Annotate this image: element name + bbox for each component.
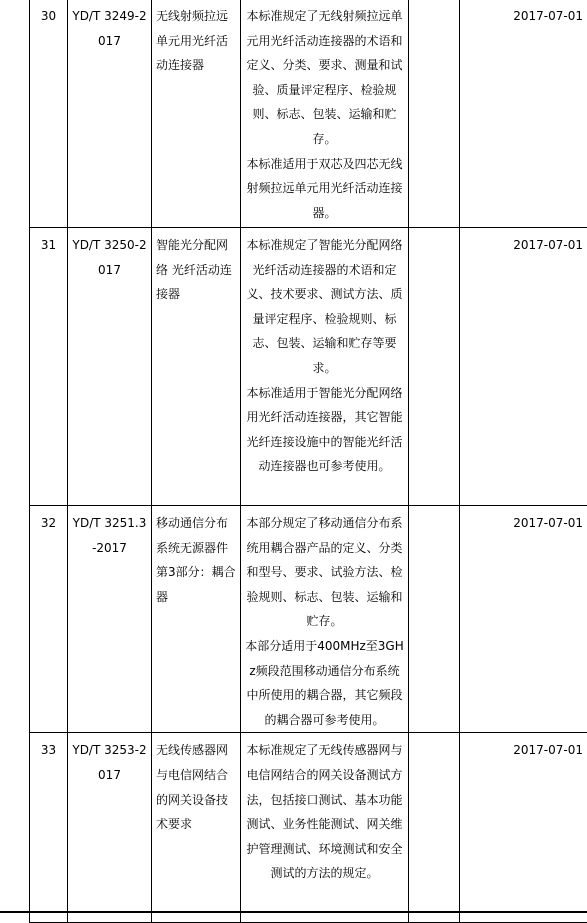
standard-code: YD/T 3253-2017 [68, 733, 152, 923]
implementation-date: 2017-07-01 [460, 0, 587, 228]
table-row [30, 228, 587, 506]
row-number: 33 [30, 733, 68, 923]
standard-scope [241, 733, 409, 923]
implementation-date: 2017-07-01 [460, 228, 587, 506]
standard-name: 移动通信分布系统无源器件 第3部分：耦合器 [152, 506, 241, 733]
standard-scope [241, 506, 409, 733]
standard-code: YD/T 3250-2017 [68, 228, 152, 506]
row-number: 32 [30, 506, 68, 733]
implementation-date: 2017-07-01 [460, 733, 587, 923]
standard-scope [241, 0, 409, 228]
scope-paragraph: 本部分规定了移动通信分布系统用耦合器产品的定义、分类和型号、要求、试验方法、检验规则、标志、包装、运输和贮存。 [245, 511, 404, 634]
empty-cell [409, 506, 460, 733]
implementation-date: 2017-07-01 [460, 506, 587, 733]
standard-code: YD/T 3251.3-2017 [68, 506, 152, 733]
standard-code: YD/T 3249-2017 [68, 0, 152, 228]
scope-paragraph: 本标准规定了无线射频拉远单元用光纤活动连接器的术语和定义、分类、要求、测量和试验、质量评定程序、检验规则、标志、包装、运输和贮存。 [245, 4, 404, 152]
table-row [30, 733, 587, 923]
scope-paragraph: 本标准规定了无线传感器网与电信网结合的网关设备测试方法，包括接口测试、基本功能测试、业务性能测试、网关维护管理测试、环境测试和安全测试的方法的规定。 [245, 738, 404, 886]
table-row [30, 0, 587, 228]
table-row [30, 506, 587, 733]
standard-name: 智能光分配网络 光纤活动连接器 [152, 228, 241, 506]
scope-paragraph: 本标准适用于双芯及四芯无线射频拉远单元用光纤活动连接器。 [245, 152, 404, 226]
standard-name: 无线射频拉远单元用光纤活动连接器 [152, 0, 241, 228]
scope-paragraph: 本标准规定了智能光分配网络光纤活动连接器的术语和定义、技术要求、测试方法、质量评定程序、检验规则、标志、包装、运输和贮存等要求。 [245, 233, 404, 381]
standard-name: 无线传感器网与电信网结合的网关设备技术要求 [152, 733, 241, 923]
empty-cell [409, 0, 460, 228]
scope-paragraph: 本部分适用于400MHz至3GHz频段范围移动通信分布系统中所使用的耦合器，其它频段的耦合器可参考使用。 [245, 634, 404, 732]
row-number: 31 [30, 228, 68, 506]
row-number: 30 [30, 0, 68, 228]
empty-cell [409, 733, 460, 923]
empty-cell [409, 228, 460, 506]
scope-paragraph: 本标准适用于智能光分配网络用光纤活动连接器，其它智能光纤连接设施中的智能光纤活动连接器也可参考使用。 [245, 381, 404, 479]
standard-scope [241, 228, 409, 506]
standards-table [29, 0, 587, 923]
